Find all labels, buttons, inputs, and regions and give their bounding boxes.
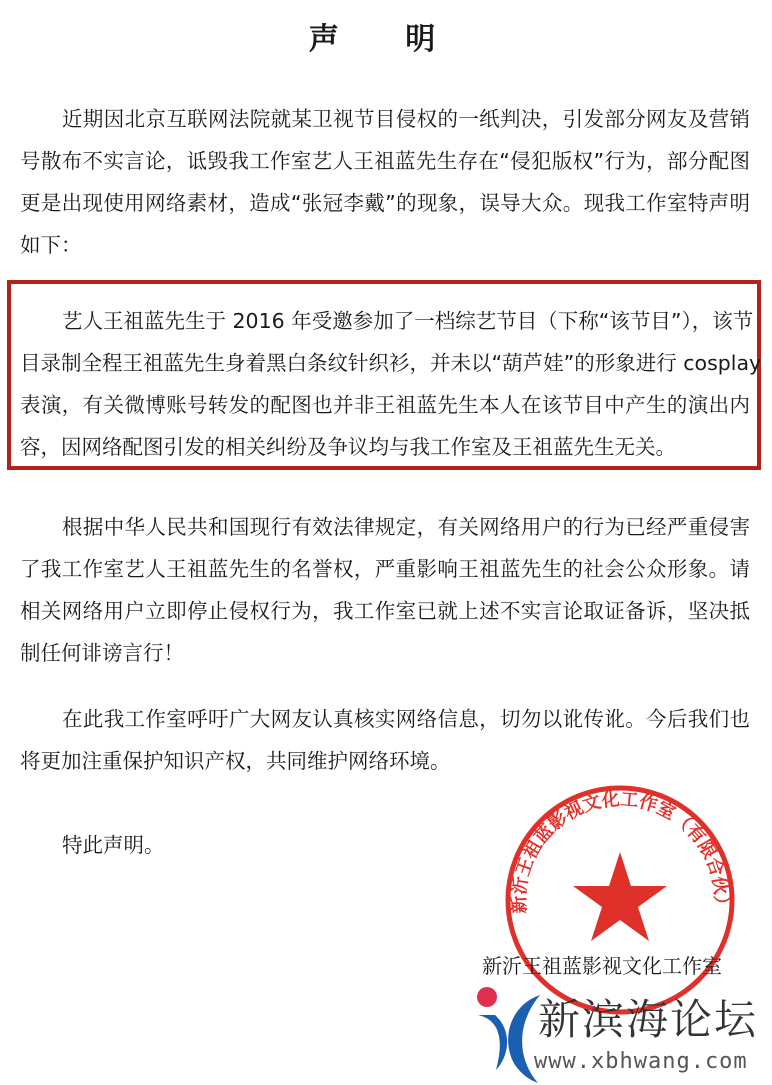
paragraph-1-line: 如下： bbox=[20, 233, 82, 257]
watermark-name: 新滨海论坛 bbox=[538, 995, 759, 1044]
paragraph-3-line: 相关网络用户立即停止侵权行为，我工作室已就上述不实言论取证备诉，坚决抵 bbox=[20, 599, 750, 623]
signature: 新沂王祖蓝影视文化工作室 bbox=[482, 954, 722, 978]
paragraph-1-line: 号散布不实言论，诋毁我工作室艺人王祖蓝先生存在“侵犯版权”行为，部分配图 bbox=[20, 149, 750, 173]
document-title: 声 明 bbox=[308, 22, 464, 57]
star-icon bbox=[573, 852, 667, 941]
paragraph-3-line: 了我工作室艺人王祖蓝先生的名誉权，严重影响王祖蓝先生的社会公众形象。请 bbox=[20, 557, 750, 581]
paragraph-2-line: 表演，有关微博账号转发的配图也并非王祖蓝先生本人在该节目中产生的演出内 bbox=[20, 393, 750, 417]
paragraph-3-line: 根据中华人民共和国现行有效法律规定，有关网络用户的行为已经严重侵害 bbox=[62, 515, 750, 539]
paragraph-1-line: 更是出现使用网络素材，造成“张冠李戴”的现象，误导大众。现我工作室特声明 bbox=[20, 191, 750, 215]
paragraph-4-line: 将更加注重保护知识产权，共同维护网络环境。 bbox=[20, 749, 451, 773]
seal-lettering: 新沂王祖蓝影视文化工作室（有限合伙） bbox=[508, 788, 732, 915]
watermark-logo bbox=[470, 985, 770, 1085]
paragraph-4-line: 在此我工作室呼吁广大网友认真核实网络信息，切勿以讹传讹。今后我们也 bbox=[62, 707, 750, 731]
paragraph-2-line: 目录制全程王祖蓝先生身着黑白条纹针织衫，并未以“葫芦娃”的形象进行 cosplay bbox=[20, 351, 762, 375]
company-seal bbox=[500, 780, 740, 1020]
watermark-url: www.xbhwang.com bbox=[534, 1049, 748, 1074]
paragraph-2-line: 容，因网络配图引发的相关纠纷及争议均与我工作室及王祖蓝先生无关。 bbox=[20, 435, 676, 459]
paragraph-1-line: 近期因北京互联网法院就某卫视节目侵权的一纸判决，引发部分网友及营销 bbox=[62, 107, 750, 131]
paragraph-2-line: 艺人王祖蓝先生于 2016 年受邀参加了一档综艺节目（下称“该节目”），该节 bbox=[62, 309, 754, 333]
paragraph-5-line: 特此声明。 bbox=[62, 833, 165, 857]
logo-icon bbox=[470, 985, 540, 1085]
paragraph-3-line: 制任何诽谤言行！ bbox=[20, 641, 184, 665]
